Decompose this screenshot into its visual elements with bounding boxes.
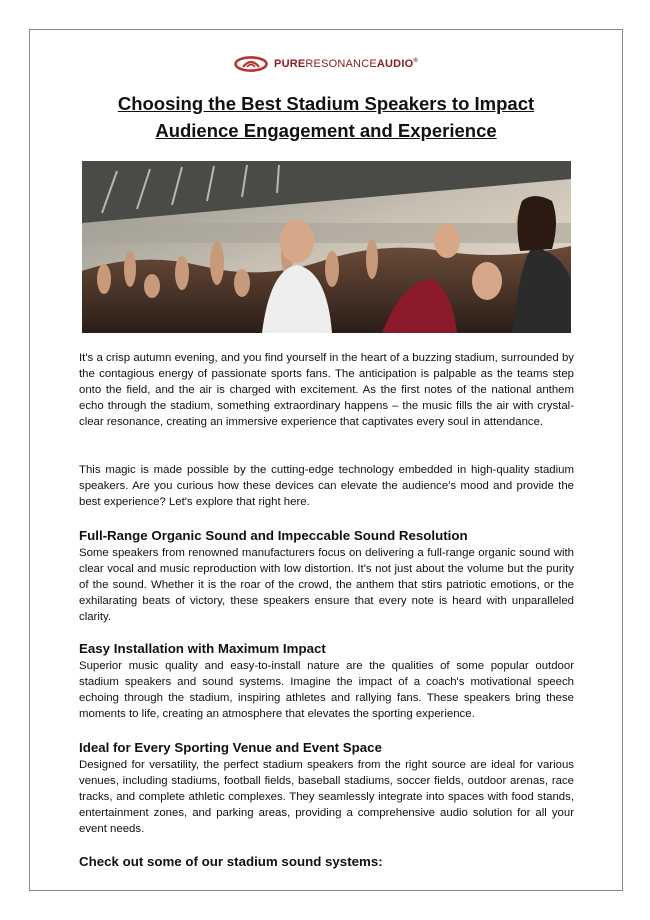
brand-name: PURERESONANCEAUDIO®: [274, 58, 418, 70]
section-heading-installation: Easy Installation with Maximum Impact: [79, 641, 326, 656]
intro-paragraph-1: It's a crisp autumn evening, and you find yourself in the heart of a buzzing stadium, surrounded by the contagious energy of passionate sports fans. The anticipation is palpable as the teams step onto the field, and the air is charged with excitement. As the first notes of the national anthem echo through the stadium, something extraordinary happens – the music fills the air with crystal-clear resonance, creating an immersive experience that captivates every soul in attendance.: [79, 352, 574, 428]
document-page: [29, 29, 623, 891]
section-body-venues: Designed for versatility, the perfect stadium speakers from the right source are ideal for various venues, including stadiums, football fields, baseball stadiums, soccer fields, outdoor arenas, race tracks, and complete athletic complexes. They seamlessly integrate into spaces with food stands, entertainment zones, and parking areas, providing a comprehensive audio solution for all your event needs.: [79, 759, 574, 835]
section-heading-sound-resolution: Full-Range Organic Sound and Impeccable Sound Resolution: [79, 528, 468, 543]
hero-photo-stadium-crowd: [82, 161, 571, 333]
title-line-1: Choosing the Best Stadium Speakers to Impact: [117, 93, 535, 114]
section-heading-venues: Ideal for Every Sporting Venue and Event Space: [79, 740, 382, 755]
title-line-2: Audience Engagement and Experience: [155, 120, 497, 141]
section-body-sound-resolution: Some speakers from renowned manufacturers focus on delivering a full-range organic sound with clear vocal and music reproduction with low distortion. It's not just about the volume but the purity of the sound. Whether it is the roar of the crowd, the anthem that stirs patriotic emotions, or the exhilarating beats of victory, these speakers ensure that every note is heard with unparalleled clarity.: [79, 547, 574, 623]
section-body-installation: Superior music quality and easy-to-install nature are the qualities of some popular outdoor stadium speakers and sound systems. Imagine the impact of a coach's motivational speech echoing through the stadium, inspiring athletes and rallying fans. These speakers bring these moments to life, creating an atmosphere that elevates the sporting experience.: [79, 660, 574, 720]
brand-mark-icon: [234, 56, 268, 72]
brand-logo: [30, 52, 622, 76]
article-title: [70, 90, 582, 144]
closing-heading: Check out some of our stadium sound systems:: [79, 854, 383, 869]
intro-paragraph-2: This magic is made possible by the cutting-edge technology embedded in high-quality stadium speakers. Are you curious how these devices can elevate the audience's mood and provide the best experience? Let's explore that right here.: [79, 464, 574, 508]
